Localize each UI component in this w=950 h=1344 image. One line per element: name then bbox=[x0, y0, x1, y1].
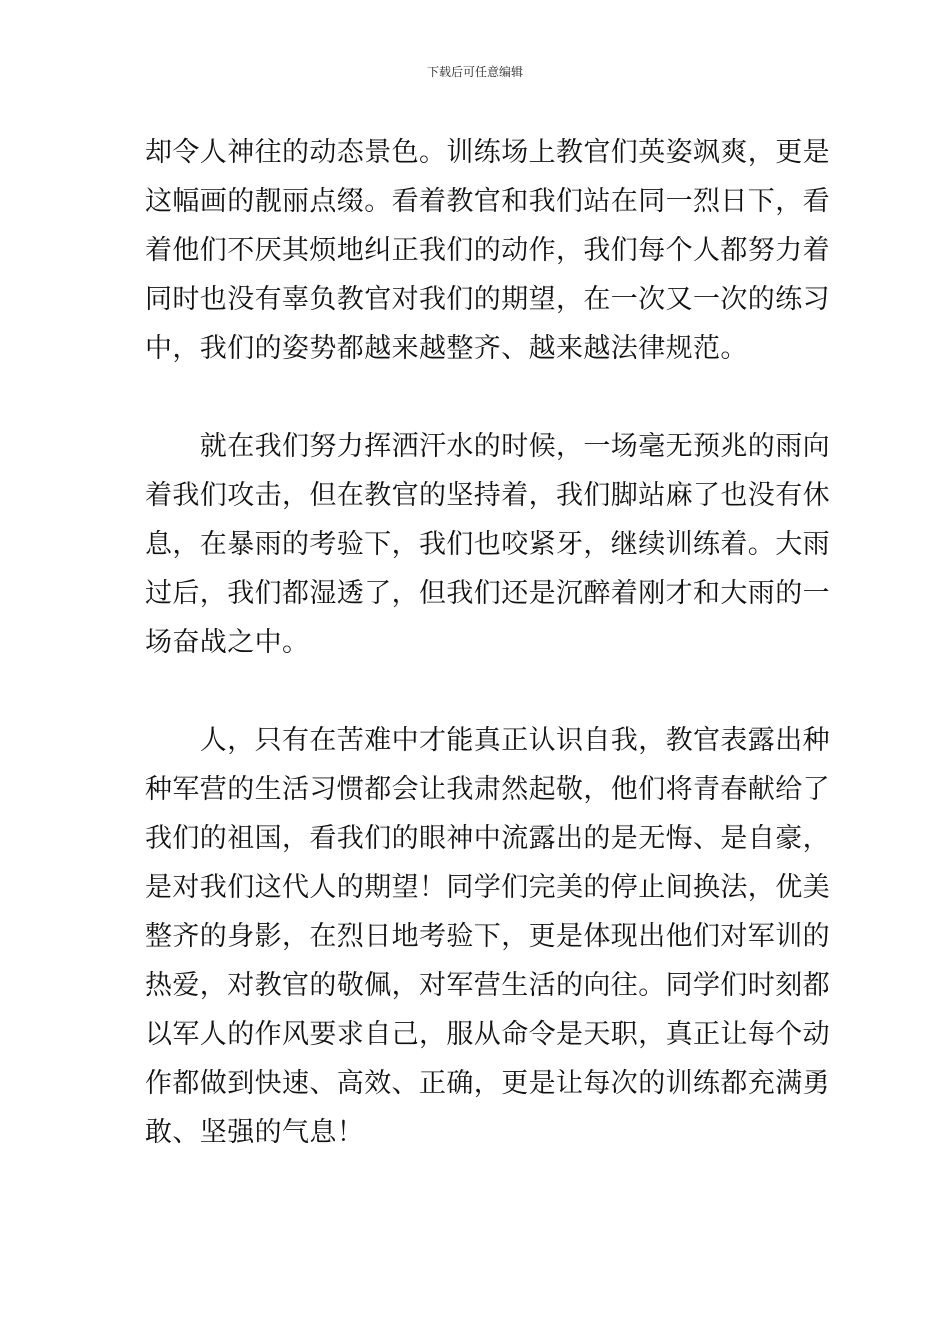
text-line: 却令人神往的动态景色。训练场上教官们英姿飒爽，更是 bbox=[145, 137, 830, 168]
text-line: 同时也没有辜负教官对我们的期望，在一次又一次的练习 bbox=[145, 284, 830, 315]
text-line: 人，只有在苦难中才能真正认识自我，教官表露出种 bbox=[145, 725, 830, 756]
text-line: 中，我们的姿势都越来越整齐、越来越法律规范。 bbox=[145, 333, 748, 364]
text-line: 息，在暴雨的考验下，我们也咬紧牙，继续训练着。大雨 bbox=[145, 529, 830, 560]
document-body bbox=[145, 128, 830, 1157]
text-line: 场奋战之中。 bbox=[145, 627, 310, 658]
text-line: 着他们不厌其烦地纠正我们的动作，我们每个人都努力着 bbox=[145, 235, 830, 266]
text-line: 以军人的作风要求自己，服从命令是天职，真正让每个动 bbox=[145, 1019, 830, 1050]
text-line: 种军营的生活习惯都会让我肃然起敬，他们将青春献给了 bbox=[145, 774, 830, 805]
text-line: 就在我们努力挥洒汗水的时候，一场毫无预兆的雨向 bbox=[145, 431, 830, 462]
text-line: 是对我们这代人的期望！同学们完美的停止间换法，优美 bbox=[145, 872, 830, 903]
text-line: 敢、坚强的气息！ bbox=[145, 1117, 365, 1148]
text-line: 整齐的身影，在烈日地考验下，更是体现出他们对军训的 bbox=[145, 921, 830, 952]
paragraph-1 bbox=[145, 128, 830, 373]
text-line: 过后，我们都湿透了，但我们还是沉醉着刚才和大雨的一 bbox=[145, 578, 830, 609]
text-line: 作都做到快速、高效、正确，更是让每次的训练都充满勇 bbox=[145, 1068, 830, 1099]
text-line: 这幅画的靓丽点缀。看着教官和我们站在同一烈日下，看 bbox=[145, 186, 830, 217]
paragraph-2 bbox=[145, 422, 830, 667]
paragraph-3 bbox=[145, 716, 830, 1157]
page-header: 下载后可任意编辑 bbox=[426, 65, 523, 79]
text-line: 着我们攻击，但在教官的坚持着，我们脚站麻了也没有休 bbox=[145, 480, 830, 511]
text-line: 热爱，对教官的敬佩，对军营生活的向往。同学们时刻都 bbox=[145, 970, 830, 1001]
text-line: 我们的祖国，看我们的眼神中流露出的是无悔、是自豪， bbox=[145, 823, 830, 854]
